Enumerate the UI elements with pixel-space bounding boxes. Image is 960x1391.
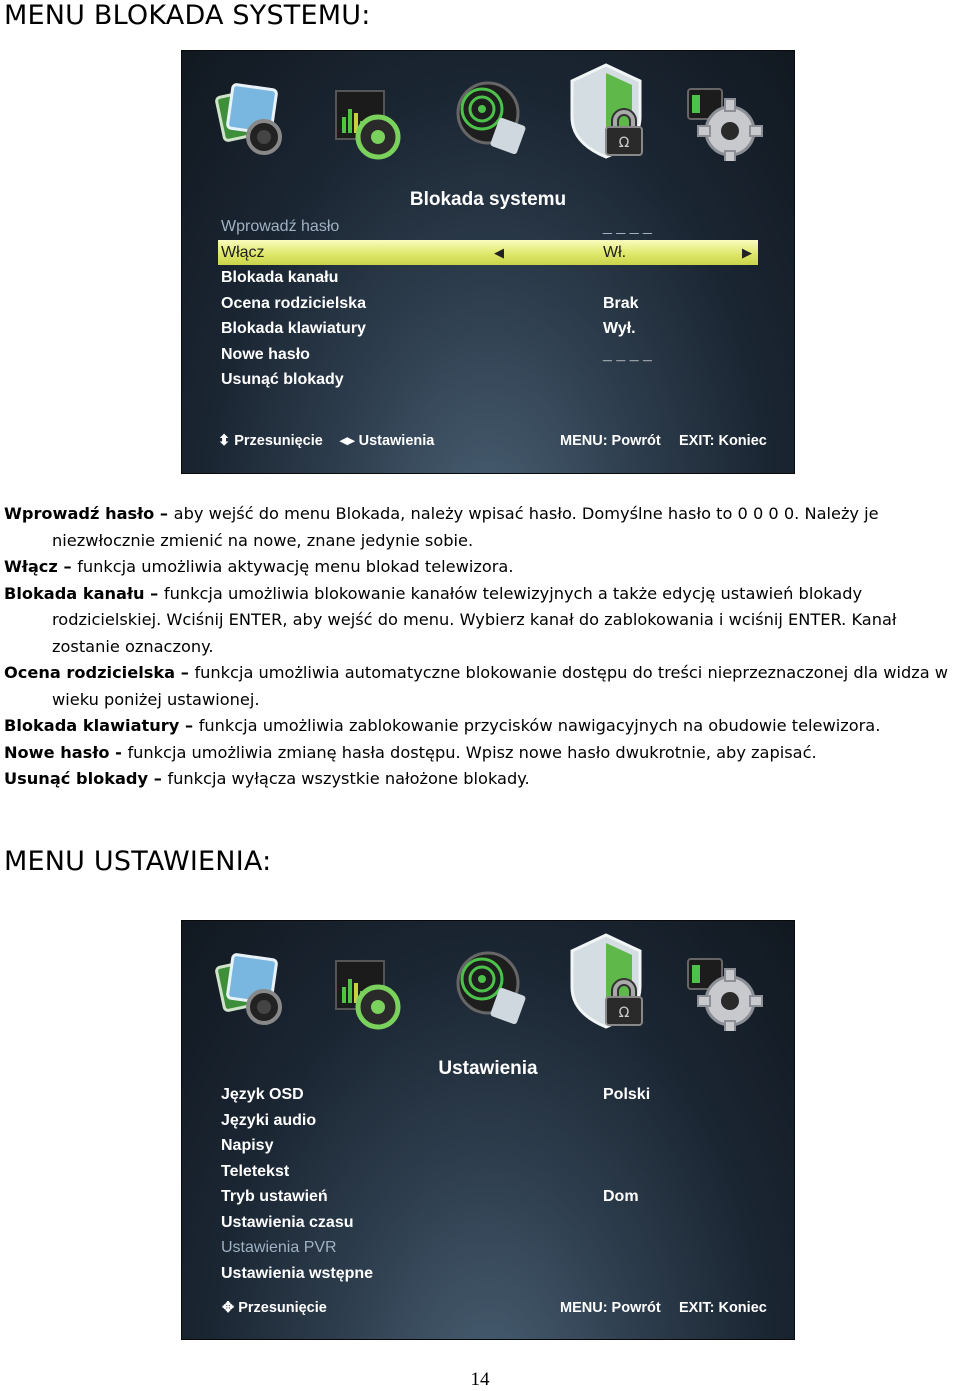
menu-row[interactable] (218, 1235, 758, 1261)
arrow-right-icon[interactable]: ▶ (742, 244, 752, 260)
menu-row[interactable] (218, 367, 758, 393)
menu-row-value: Wył. (603, 320, 636, 337)
description-term: Nowe hasło (4, 742, 110, 762)
settings-hint: ◂▸ Ustawienia (340, 433, 435, 449)
menu-row-label: Język OSD (221, 1086, 304, 1103)
menu-row-label: Teletekst (221, 1162, 290, 1180)
menu-row-label: Ocena rodzicielska (221, 294, 366, 312)
menu-row-value: _ _ _ _ (603, 218, 652, 235)
menu-row-value: Wł. (603, 243, 627, 261)
tv-signal-icon (448, 51, 528, 161)
description-item (4, 660, 960, 713)
system-lock-screenshot (181, 50, 795, 474)
menu-footer (218, 1296, 776, 1320)
exit-hint: EXIT: Koniec (679, 433, 767, 449)
description-text: funkcja umożliwia blokowanie kanałów telewizyjnych a także edycję ustawień blokady rodzicielskiej. Wciśnij ENTER, aby wejść do menu. Wybierz kanał do zablokowania i wciśnij ENTER. Kanał zostanie oznaczony. (52, 583, 897, 656)
description-item (4, 713, 960, 740)
description-text: funkcja umożliwia zablokowanie przycisków nawigacyjnych na obudowie telewizora. (198, 716, 881, 735)
menu-title: Ustawienia (438, 1058, 538, 1079)
description-separator: – (144, 583, 164, 603)
menu-row-value: Brak (603, 294, 639, 312)
description-term: Usunąć blokady (4, 769, 149, 788)
settings-screenshot (181, 920, 795, 1340)
menu-row-label: Napisy (221, 1137, 274, 1154)
menu-title: Blokada systemu (409, 189, 567, 210)
lock-icon (566, 921, 646, 1031)
menu-row[interactable] (218, 342, 758, 368)
menu-back-hint: MENU: Powrót (560, 433, 661, 449)
move-hint: ⬍ Przesunięcie (218, 433, 323, 449)
description-separator: – (179, 716, 199, 735)
menu-rows (218, 214, 758, 393)
description-item (4, 554, 960, 581)
menu-row[interactable] (218, 1133, 758, 1159)
music-icon (330, 921, 410, 1031)
menu-row-label: Języki audio (221, 1111, 317, 1129)
description-term: Włącz (4, 557, 58, 576)
menu-rows (218, 1082, 758, 1286)
page-number: 14 (470, 1369, 490, 1390)
menu-row-value: Dom (603, 1188, 639, 1205)
description-separator: – (57, 557, 78, 576)
description-item (4, 766, 960, 793)
menu-row[interactable] (218, 1082, 758, 1108)
description-item (4, 501, 960, 554)
menu-row[interactable] (218, 291, 758, 317)
menu-row[interactable] (218, 1261, 758, 1287)
description-term: Wprowadź hasło (4, 504, 155, 523)
menu-row-label: Blokada klawiatury (221, 320, 366, 337)
menu-row[interactable] (218, 214, 758, 240)
svg-text:Ω: Ω (618, 1005, 630, 1021)
description-term: Blokada kanału (4, 583, 145, 603)
menu-row-label: Usunąć blokady (221, 371, 344, 388)
gear-icon (684, 51, 764, 161)
menu-row[interactable] (218, 1210, 758, 1236)
description-separator: - (109, 742, 128, 762)
menu-icon-bar (182, 51, 794, 181)
menu-row[interactable] (218, 1184, 758, 1210)
description-separator: – (154, 504, 174, 523)
svg-text:Ω: Ω (618, 135, 630, 151)
description-item (4, 740, 960, 767)
description-text: funkcja umożliwia automatyczne blokowanie dostępu do treści nieprzeznaczonej dla widza w wieku poniżej ustawionej. (52, 663, 949, 709)
description-separator: – (175, 663, 195, 682)
exit-hint: EXIT: Koniec (679, 1300, 767, 1316)
description-separator: – (148, 769, 168, 788)
menu-row-value: Polski (603, 1086, 651, 1103)
menu-row[interactable] (218, 240, 758, 266)
description-text: funkcja umożliwia aktywację menu blokad telewizora. (77, 557, 514, 576)
move-hint: ✥ Przesunięcie (222, 1300, 327, 1316)
menu-row-label: Wprowadź hasło (221, 218, 340, 235)
menu-row-label: Tryb ustawień (221, 1188, 328, 1205)
section-heading-settings: MENU USTAWIENIA: (4, 846, 272, 877)
arrow-left-icon[interactable]: ◀ (494, 244, 504, 260)
description-term: Blokada klawiatury (4, 716, 180, 735)
menu-row-label: Blokada kanału (221, 269, 339, 286)
description-item (4, 581, 960, 661)
menu-row-label: Ustawienia czasu (221, 1213, 354, 1231)
menu-icon-bar (182, 921, 794, 1051)
menu-row-label: Ustawienia PVR (221, 1239, 337, 1256)
menu-row-value: _ _ _ _ (603, 345, 652, 363)
menu-footer (218, 429, 776, 453)
menu-row-label: Nowe hasło (221, 345, 310, 363)
menu-row[interactable] (218, 1159, 758, 1185)
section-heading-system-lock: MENU BLOKADA SYSTEMU: (4, 0, 371, 31)
lock-icon (566, 51, 646, 161)
gear-icon (684, 921, 764, 1031)
description-term: Ocena rodzicielska (4, 663, 176, 682)
menu-back-hint: MENU: Powrót (560, 1300, 661, 1316)
menu-row[interactable] (218, 316, 758, 342)
description-text: funkcja umożliwia zmianę hasła dostępu. Wpisz nowe hasło dwukrotnie, aby zapisać. (127, 742, 817, 762)
music-icon (330, 51, 410, 161)
menu-row-label: Ustawienia wstępne (221, 1264, 374, 1282)
description-text: aby wejść do menu Blokada, należy wpisać hasło. Domyślne hasło to 0 0 0 0. Należy je niezwłocznie zmienić na nowe, znane jedynie sobie. (52, 504, 879, 550)
menu-row[interactable] (218, 1108, 758, 1134)
tv-signal-icon (448, 921, 528, 1031)
description-text: funkcja wyłącza wszystkie nałożone blokady. (167, 769, 530, 788)
photo-icon (212, 51, 292, 161)
menu-row-label: Włącz (221, 243, 265, 261)
menu-row[interactable] (218, 265, 758, 291)
photo-icon (212, 921, 292, 1031)
descriptions (4, 501, 960, 793)
